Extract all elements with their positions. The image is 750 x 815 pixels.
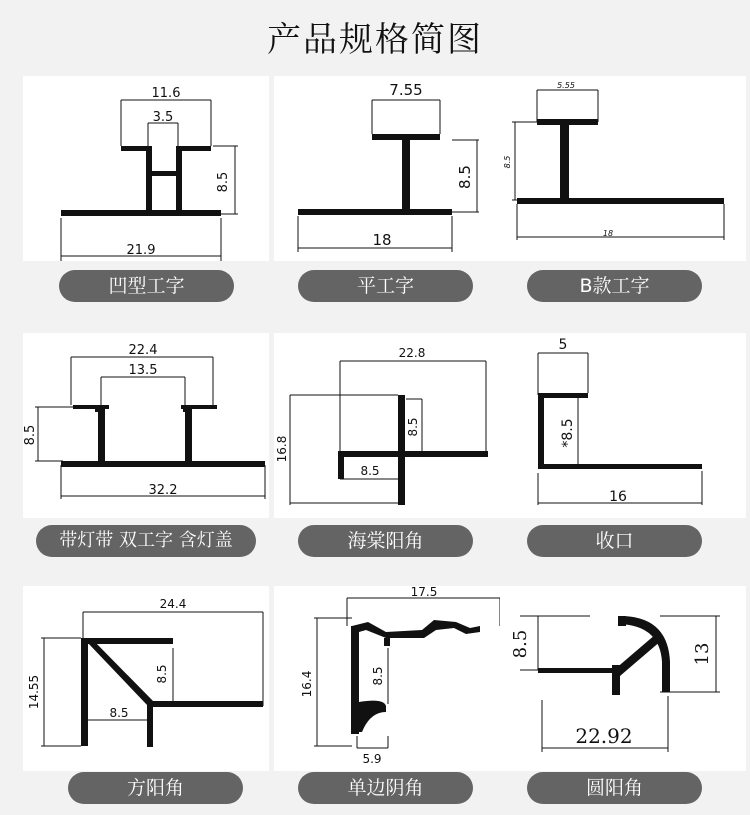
- dim-height: *8.5: [560, 418, 576, 448]
- dim-height: 8.5: [216, 171, 231, 193]
- dim-flange: 8.5: [510, 629, 531, 659]
- dim-base: 22.92: [575, 724, 633, 748]
- dim-width: 24.4: [159, 597, 187, 611]
- profile-card-edge-trim: [500, 333, 746, 518]
- page-title: 产品规格简图: [267, 20, 483, 60]
- dim-flange: 8.5: [155, 664, 169, 684]
- dim-inner-width: 13.5: [128, 363, 158, 378]
- dim-height: 8.5: [503, 155, 512, 169]
- dim-lip: 8.5: [109, 706, 129, 720]
- dim-height: 14.55: [27, 674, 41, 710]
- profile-card-b-style-i: [500, 76, 746, 261]
- profile-card-single-inner-corner: [274, 586, 520, 771]
- dim-base: 16: [609, 489, 627, 505]
- profile-card-square-corner: [23, 586, 269, 771]
- profile-label-round-corner: 圆阳角: [527, 772, 702, 804]
- single-inner-corner-profile-drawing: [274, 586, 520, 771]
- dim-height: 8.5: [23, 424, 38, 446]
- dim-height: 13: [692, 642, 713, 666]
- edge-trim-profile-drawing: [500, 333, 746, 518]
- dim-lip: 5.9: [362, 752, 382, 766]
- dim-base: 18: [602, 229, 614, 238]
- profile-label-b-style-i: B款工字: [527, 270, 702, 302]
- concave-i-profile-drawing: [23, 76, 269, 261]
- dim-flange: 8.5: [406, 417, 420, 437]
- begonia-corner-profile-drawing: [274, 333, 520, 518]
- profile-card-flat-i: [274, 76, 520, 261]
- profile-label-concave-i: 凹型工字: [59, 270, 234, 302]
- dim-height: 16.4: [300, 670, 314, 698]
- dim-top: 5: [558, 337, 568, 353]
- dim-base: 21.9: [126, 243, 156, 258]
- dim-height: 8.5: [456, 165, 474, 189]
- dim-height: 16.8: [275, 435, 289, 463]
- b-style-i-profile-drawing: [500, 76, 746, 261]
- dim-base: 18: [372, 231, 392, 249]
- dim-width: 17.5: [410, 586, 438, 599]
- dim-gap: 3.5: [152, 110, 174, 125]
- dim-top: 7.55: [389, 81, 423, 99]
- flat-i-profile-drawing: [274, 76, 520, 261]
- profile-label-begonia-corner: 海棠阳角: [298, 525, 473, 557]
- dim-top: 5.55: [557, 81, 575, 90]
- dim-base: 32.2: [148, 483, 178, 498]
- dim-width: 22.8: [398, 346, 426, 360]
- profile-label-single-inner-corner: 单边阴角: [298, 772, 473, 804]
- profile-label-edge-trim: 收口: [527, 525, 702, 557]
- profile-card-concave-i: [23, 76, 269, 261]
- profile-card-double-i-light: [23, 333, 269, 518]
- dim-lip: 8.5: [360, 464, 380, 478]
- profile-label-double-i-light: 带灯带 双工字 含灯盖: [36, 525, 256, 557]
- dim-flange: 8.5: [371, 666, 385, 686]
- profile-card-begonia-corner: [274, 333, 520, 518]
- profile-card-round-corner: [500, 586, 746, 771]
- profile-label-square-corner: 方阳角: [68, 772, 243, 804]
- double-i-light-profile-drawing: [23, 333, 269, 518]
- dim-outer-width: 22.4: [128, 343, 158, 358]
- round-corner-profile-drawing: [500, 586, 746, 771]
- profile-label-flat-i: 平工字: [298, 270, 473, 302]
- square-corner-profile-drawing: [23, 586, 269, 771]
- dim-width: 11.6: [151, 86, 181, 101]
